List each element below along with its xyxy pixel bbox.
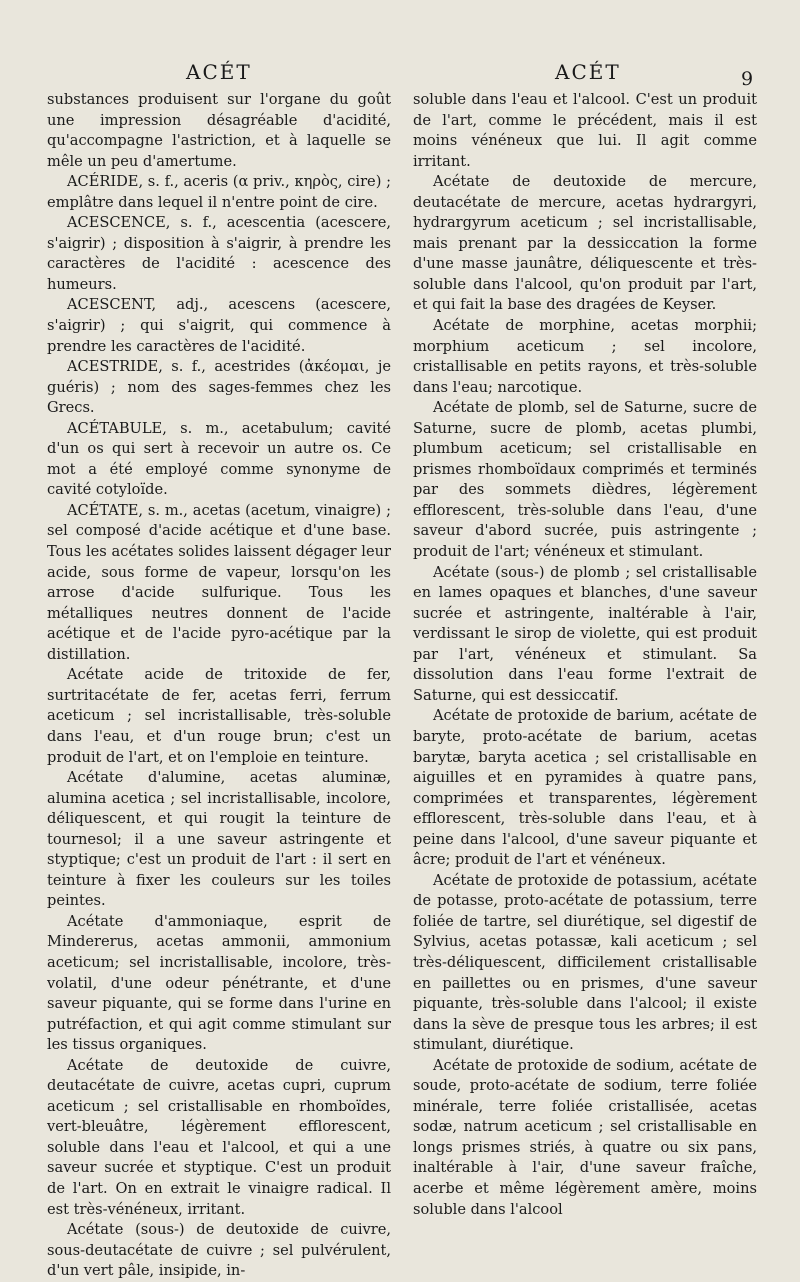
running-head-left: ACÉT (186, 60, 252, 84)
entry-acetate-barium: Acétate de protoxide de barium, acétate de baryte, proto-acétate de barium, acetas barytæ, baryta acetica ; sel cristallisable en aiguilles et en pyramides à quatre pans, comprimées et transparentes, légèrement efflorescent, très-soluble dans l'eau, et à peine dans l'alcool, d'une saveur piquante et âcre; produit de l'art et vénéneux. (413, 707, 757, 869)
entry-acetate-morphine: Acétate de morphine, acetas morphii; morphium aceticum ; sel incolore, cristallisable en petits rayons, et très-soluble dans l'eau; narcotique. (413, 317, 757, 396)
entry-acetate-mercure: Acétate de deutoxide de mercure, deutacétate de mercure, acetas hydrargyri, hydrargyrum aceticum ; sel incristallisable, mais prenant par la dessiccation la forme d'une masse jaunâtre, déliquescente et très-soluble dans l'alcool, qu'on produit par l'art, et qui fait la base des dragées de Keyser. (413, 173, 757, 314)
entry-acescence: ACESCENCE, s. f., acescentia (acescere, s'aigrir) ; disposition à s'aigrir, à prendre les caractères de l'acidité : acescence des humeurs. (47, 214, 391, 293)
entry-acetate-fer: Acétate acide de tritoxide de fer, surtritacétate de fer, acetas ferri, ferrum aceticum ; sel incristallisable, très-soluble dans l'eau, et d'un rouge brun; c'est un produit de l'art, et on l'emploie en teinture. (47, 666, 391, 766)
entry-acetate-ammoniaque: Acétate d'ammoniaque, esprit de Mindererus, acetas ammonii, ammonium aceticum; sel incristallisable, incolore, très-volatil, d'une odeur pénétrante, et d'une saveur piquante, qui se forme dans l'urine en putréfaction, et qui agit comme stimulant sur les tissus organiques. (47, 912, 391, 1054)
right-column (413, 90, 757, 1270)
entry-acetate: ACÉTATE, s. m., acetas (acetum, vinaigre) ; sel composé d'acide acétique et d'une base. Tous les acétates solides laissent dégager leur acide, sous forme de vapeur, lorsqu'on les arrose d'acide sulfurique. Tous les métalliques neutres donnent de l'acide acétique et de l'acide pyro-acétique par la distillation. (47, 501, 391, 663)
running-head-right: ACÉT (555, 60, 621, 84)
entry-acetabule: ACÉTABULE, s. m., acetabulum; cavité d'un os qui sert à recevoir un autre os. Ce mot a été employé comme synonyme de cavité cotyloïde. (47, 419, 391, 499)
entry-sous-acetate-cuivre: Acétate (sous-) de deutoxide de cuivre, sous-deutacétate de cuivre ; sel pulvérulent, d'un vert pâle, insipide, in- (47, 1221, 391, 1280)
entry-acetate-sodium: Acétate de protoxide de sodium, acétate de soude, proto-acétate de sodium, terre foliée minérale, terre foliée cristallisée, acetas sodæ, natrum aceticum ; sel cristallisable en longs prismes striés, à quatre ou six pans, inaltérable à l'air, d'une saveur fraîche, acerbe et même légèrement amère, moins soluble dans l'alcool (413, 1056, 757, 1218)
entry: substances produisent sur l'organe du goût une impression désagréable d'acidité, qu'accompagne l'astriction, et à laquelle se mêle un peu d'amertume. (47, 91, 391, 170)
entry-acescent: ACESCENT, adj., acescens (acescere, s'aigrir) ; qui s'aigrit, qui commence à prendre les caractères de l'acidité. (47, 296, 391, 355)
entry-acetate-alumine: Acétate d'alumine, acetas aluminæ, alumina acetica ; sel incristallisable, incolore, déliquescent, et qui rougit la teinture de tournesol; il a une saveur astringente et styptique; c'est un produit de l'art : il sert en teinture à fixer les couleurs sur les toiles peintes. (47, 769, 391, 910)
entry-aceride: ACÉRIDE, s. f., aceris (α priv., κηρὸς, cire) ; emplâtre dans lequel il n'entre point de cire. (47, 173, 391, 211)
entry-sous-acetate-plomb: Acétate (sous-) de plomb ; sel cristallisable en lames opaques et blanches, d'une saveur sucrée et astringente, inaltérable à l'air, verdissant le sirop de violette, qui est produit par l'art, vénéneux et stimulant. Sa dissolution dans l'eau forme l'extrait de Saturne, qui est dessiccatif. (413, 563, 757, 704)
entry-acetate-plomb: Acétate de plomb, sel de Saturne, sucre de Saturne, sucre de plomb, acetas plumbi, plumbum aceticum; sel cristallisable en prismes rhomboïdaux comprimés et terminés par des sommets dièdres, légèrement efflorescent, très-soluble dans l'eau, d'une saveur d'abord sucrée, puis astringente ; produit de l'art; vénéneux et stimulant. (413, 399, 757, 561)
page-number: 9 (741, 68, 754, 90)
entry-acetate-cuivre: Acétate de deutoxide de cuivre, deutacétate de cuivre, acetas cupri, cuprum aceticum ; sel cristallisable en rhomboïdes, vert-bleuâtre, légèrement efflorescent, soluble dans l'eau et l'alcool, et qui a une saveur sucrée et styptique. C'est un produit de l'art. On en extrait le vinaigre radical. Il est très-vénéneux, irritant. (47, 1056, 391, 1218)
page-header (0, 60, 800, 94)
entry: soluble dans l'eau et l'alcool. C'est un produit de l'art, comme le précédent, mais il est moins vénéneux que lui. Il agit comme irritant. (413, 91, 757, 170)
entry-acestride: ACESTRIDE, s. f., acestrides (ἀκέομαι, je guéris) ; nom des sages-femmes chez les Grecs. (47, 358, 391, 417)
left-column (47, 90, 391, 1280)
entry-acetate-potassium: Acétate de protoxide de potassium, acétate de potasse, proto-acétate de potassium, terre foliée de tartre, sel diurétique, sel digestif de Sylvius, acetas potassæ, kali aceticum ; sel très-déliquescent, difficilement cristallisable en paillettes ou en prismes, d'une saveur piquante, très-soluble dans l'alcool; il existe dans la sève de presque tous les arbres; il est stimulant, diurétique. (413, 871, 757, 1054)
